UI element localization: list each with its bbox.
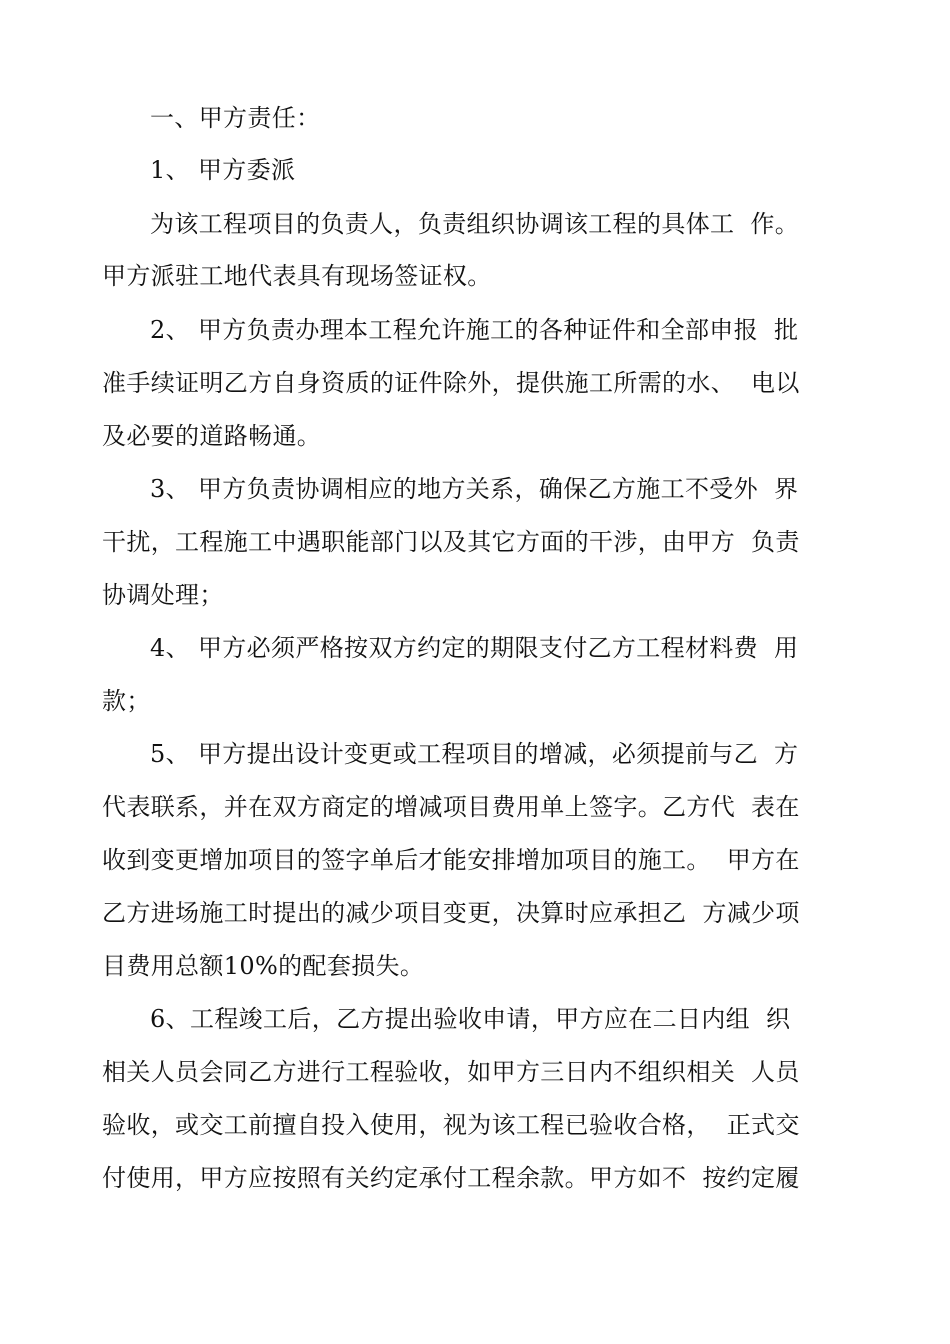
section-heading: 一、甲方责任： xyxy=(150,104,321,132)
paragraph-line: 为该工程项目的负责人，负责组织协调该工程的具体工 作。 xyxy=(150,210,800,238)
paragraph-line: 及必要的道路畅通。 xyxy=(102,422,322,450)
clause-4-line: 4、 甲方必须严格按双方约定的期限支付乙方工程材料费 用 xyxy=(150,634,799,662)
paragraph-line: 准手续证明乙方自身资质的证件除外，提供施工所需的水、 电以 xyxy=(102,369,800,397)
paragraph-line: 验收，或交工前擅自投入使用，视为该工程已验收合格， 正式交 xyxy=(102,1111,800,1139)
clause-5-line: 5、 甲方提出设计变更或工程项目的增减，必须提前与乙 方 xyxy=(150,740,799,768)
clause-3-line: 3、 甲方负责协调相应的地方关系，确保乙方施工不受外 界 xyxy=(150,475,799,503)
clause-1-heading: 1、 甲方委派 xyxy=(150,156,296,184)
paragraph-line: 甲方派驻工地代表具有现场签证权。 xyxy=(102,262,492,290)
paragraph-line: 付使用，甲方应按照有关约定承付工程余款。甲方如不 按约定履 xyxy=(102,1164,800,1192)
paragraph-line: 代表联系，并在双方商定的增减项目费用单上签字。乙方代 表在 xyxy=(102,793,800,821)
paragraph-line: 乙方进场施工时提出的减少项目变更，决算时应承担乙 方减少项 xyxy=(102,899,800,927)
paragraph-line: 相关人员会同乙方进行工程验收，如甲方三日内不组织相关 人员 xyxy=(102,1058,800,1086)
paragraph-line: 干扰，工程施工中遇职能部门以及其它方面的干涉，由甲方 负责 xyxy=(102,528,800,556)
clause-2-line: 2、 甲方负责办理本工程允许施工的各种证件和全部申报 批 xyxy=(150,316,799,344)
clause-6-line: 6、工程竣工后，乙方提出验收申请，甲方应在二日内组 织 xyxy=(150,1005,791,1033)
paragraph-line: 目费用总额10%的配套损失。 xyxy=(102,952,425,980)
paragraph-line: 款； xyxy=(102,687,151,715)
paragraph-line: 协调处理； xyxy=(102,581,224,609)
paragraph-line: 收到变更增加项目的签字单后才能安排增加项目的施工。 甲方在 xyxy=(102,846,800,874)
